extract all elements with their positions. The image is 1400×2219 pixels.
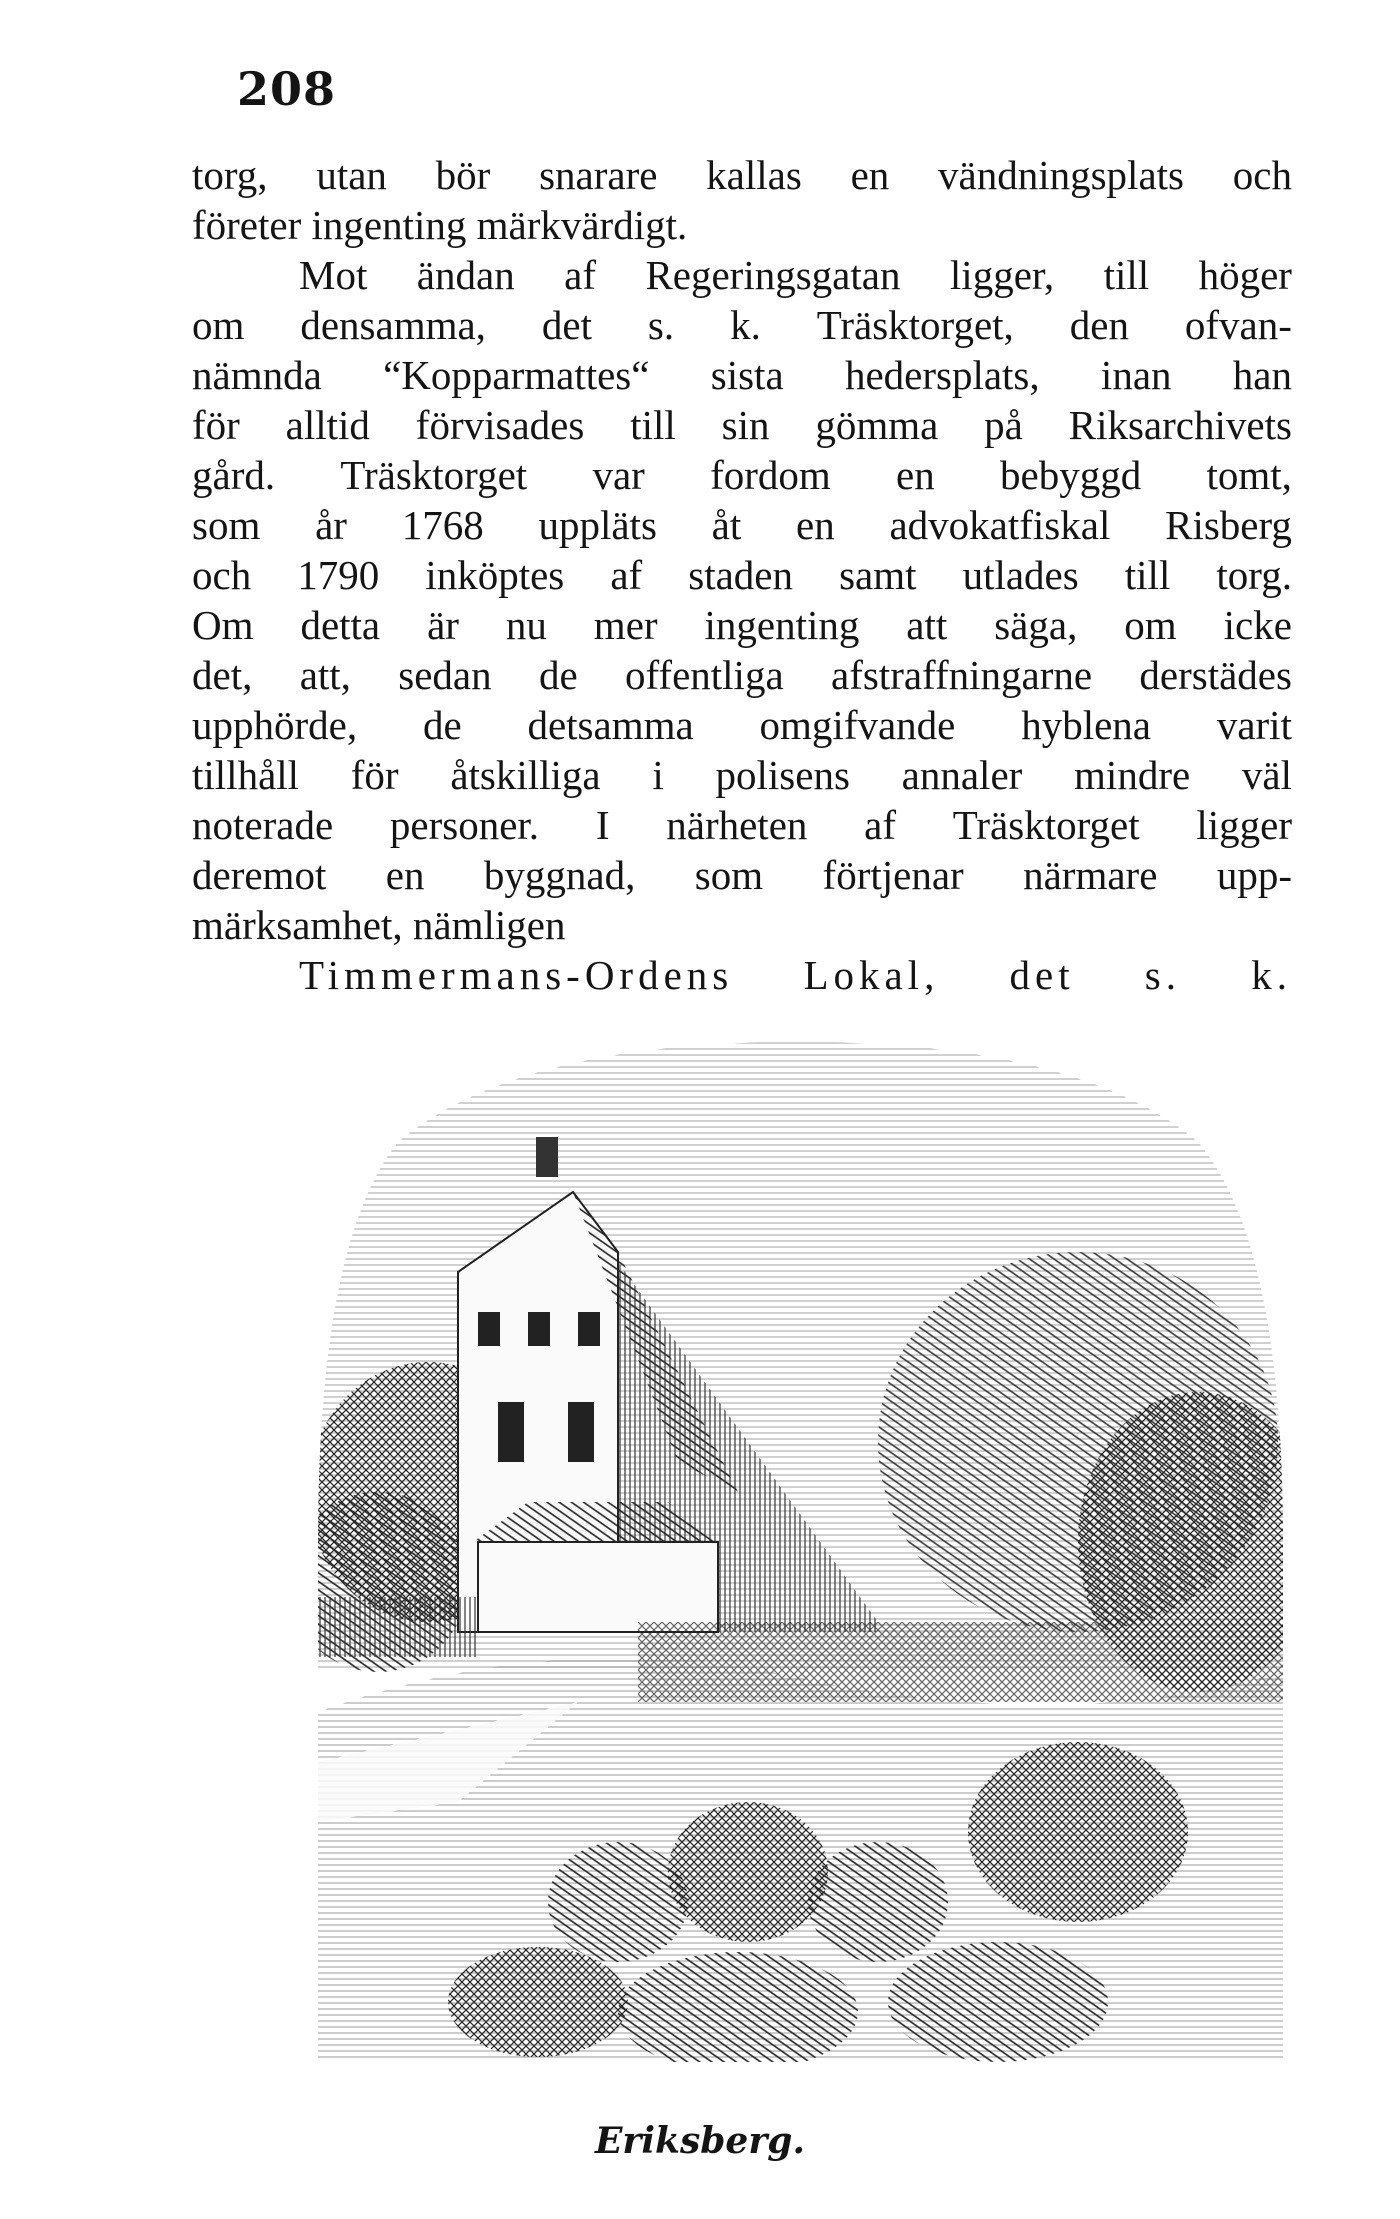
text-line-heading: Timmermans-Ordens Lokal, det s. k. (299, 952, 1292, 998)
text-line: och 1790 inköptes af staden samt utlades till torg. (192, 552, 1292, 598)
text-line: det, att, sedan de offentliga afstraffningarne derstädes (192, 652, 1292, 698)
text-line: företer ingenting märkvärdigt. (192, 202, 688, 248)
text-line: tillhåll för åtskilliga i polisens annaler mindre väl (192, 752, 1292, 798)
text-line: som år 1768 uppläts åt en advokatfiskal Risberg (192, 502, 1292, 548)
text-line: om densamma, det s. k. Träsktorget, den ofvan- (192, 302, 1292, 348)
body-text (192, 150, 1292, 1000)
text-line: för alltid förvisades till sin gömma på Riksarchivets (192, 402, 1292, 448)
text-line: Mot ändan af Regeringsgatan ligger, till höger (299, 252, 1292, 298)
text-line: noterade personer. I närheten af Träsktorget ligger (192, 802, 1292, 848)
illustration-caption: Eriksberg. (594, 2120, 806, 2162)
text-line: Om detta är nu mer ingenting att säga, om icke (192, 602, 1292, 648)
page-number: 208 (237, 62, 337, 116)
text-line: gård. Träsktorget var fordom en bebyggd tomt, (192, 452, 1292, 498)
text-line: deremot en byggnad, som förtjenar närmare upp- (192, 852, 1292, 898)
text-line: märksamhet, nämligen (192, 902, 566, 948)
text-line: torg, utan bör snarare kallas en vändningsplats och (192, 152, 1292, 198)
text-line: nämnda “Kopparmattes“ sista hedersplats, inan han (192, 352, 1292, 398)
text-line: upphörde, de detsamma omgifvande hyblena varit (192, 702, 1292, 748)
engraving-illustration (318, 1022, 1283, 2094)
